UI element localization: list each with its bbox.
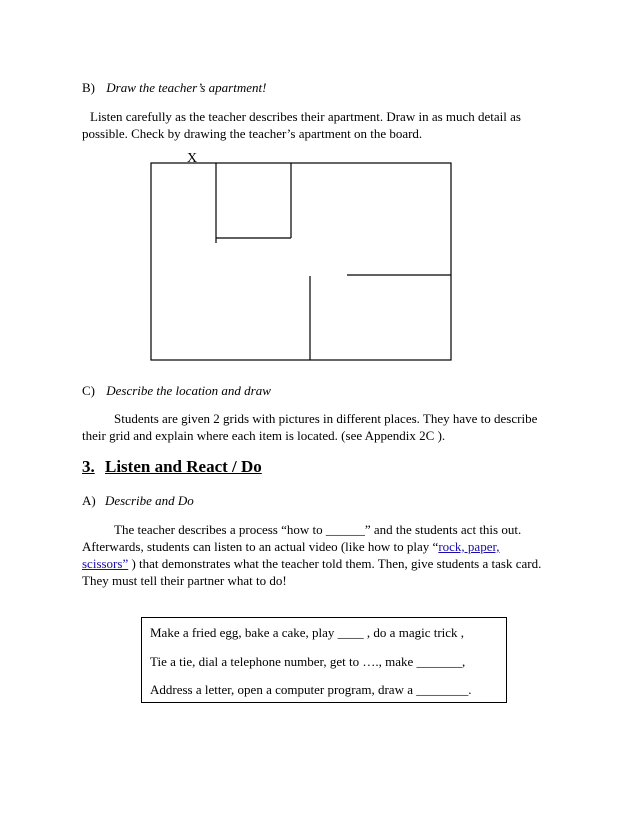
section-3-heading [82, 456, 262, 478]
apartment-floorplan [0, 0, 638, 380]
section-b-title: Draw the teacher’s apartment! [106, 80, 267, 95]
section-a-label: A) [82, 493, 96, 508]
section-b-label: B) [82, 80, 95, 95]
floorplan-marker: X [187, 151, 198, 166]
section-a-title: Describe and Do [104, 493, 194, 508]
task-card-line-1: Make a fried egg, bake a cake, play ____ , do a magic trick , [150, 625, 465, 640]
rock-paper-scissors-link[interactable]: rock, paper, scissors” [82, 539, 500, 571]
section-a-heading [82, 492, 194, 509]
section-c-heading [82, 382, 271, 399]
section-3-title: Listen and React / Do [105, 457, 262, 476]
section-a-text-2: ) that demonstrates what the teacher told them. Then, give students a task card. They must tell their partner what to do! [82, 556, 542, 588]
section-c-instructions: Students are given 2 grids with pictures in different places. They have to describe their grid and explain where each item is located. (see Appendix 2C ). [82, 411, 538, 443]
section-3-number: 3. [82, 457, 95, 476]
section-c-title: Describe the location and draw [106, 383, 271, 398]
task-card-box [141, 617, 507, 703]
task-card-line-2: Tie a tie, dial a telephone number, get to …., make _______, [150, 654, 466, 669]
section-c-label: C) [82, 383, 95, 398]
section-a-text-1: The teacher describes a process “how to ______” and the students act this out. Afterwards, students can listen to an actual video (like how to play “ [82, 522, 522, 554]
floorplan-outer-wall [151, 163, 451, 360]
section-a-instructions [82, 521, 544, 589]
section-b-instructions: Listen carefully as the teacher describes their apartment. Draw in as much detail as possible. Check by drawing the teacher’s apartment on the board. [82, 109, 521, 141]
task-card-line-3: Address a letter, open a computer program, draw a ________. [150, 682, 472, 697]
